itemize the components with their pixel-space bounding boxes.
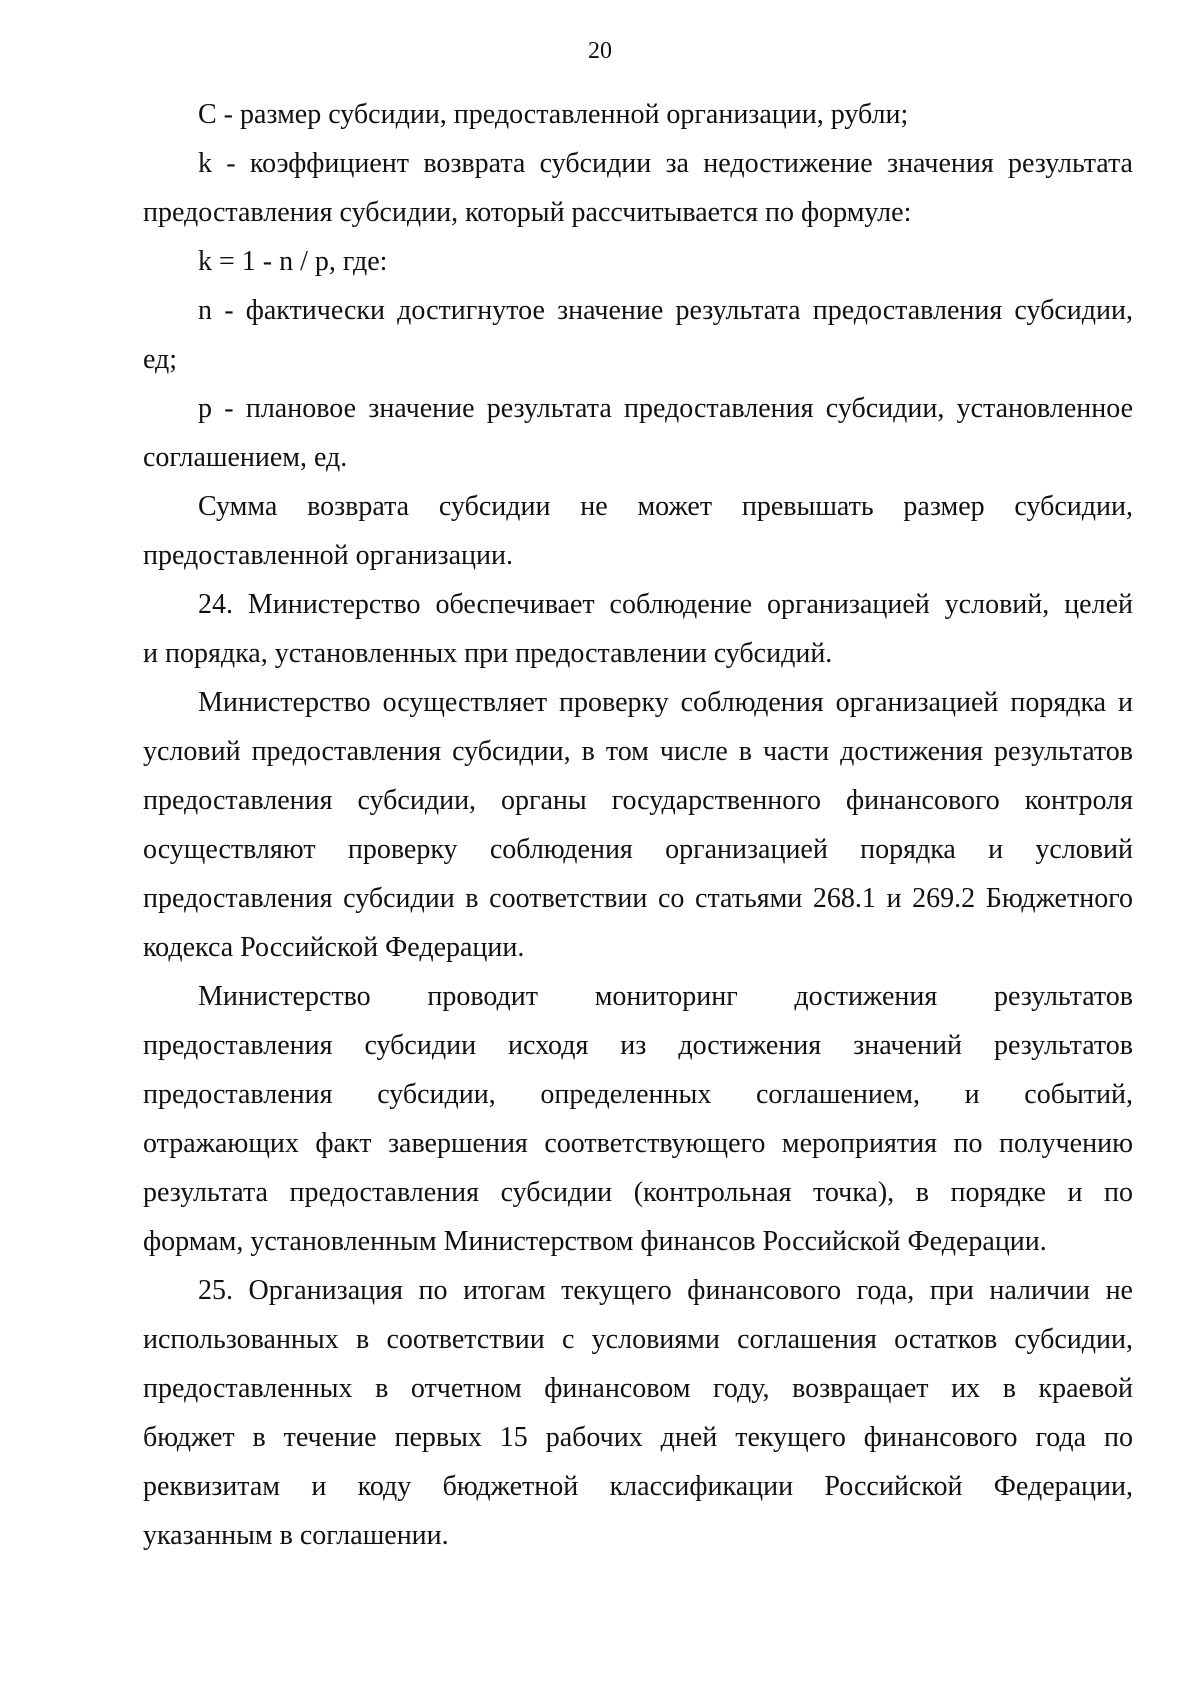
text-line: и порядка, установленных при предоставлении субсидий.	[143, 638, 833, 669]
paragraph-return-sum	[143, 482, 1133, 580]
text-line: формам, установленным Министерством финансов Российской Федерации.	[143, 1226, 1047, 1257]
text-line: соглашением, ед.	[143, 442, 348, 473]
text-line: предоставления субсидии, определенных соглашением, и событий,	[143, 1079, 1133, 1110]
paragraph-c-definition	[143, 90, 1133, 139]
text-line: C - размер субсидии, предоставленной организации, рубли;	[198, 99, 909, 130]
paragraph-25	[143, 1266, 1133, 1560]
text-line: предоставления субсидии в соответствии со статьями 268.1 и 269.2 Бюджетного	[143, 883, 1133, 914]
text-line: Министерство проводит мониторинг достижения результатов	[198, 981, 1133, 1012]
text-line: k - коэффициент возврата субсидии за недостижение значения результата	[198, 148, 1133, 179]
text-line: предоставленных в отчетном финансовом году, возвращает их в краевой	[143, 1373, 1133, 1404]
text-line: 24. Министерство обеспечивает соблюдение организацией условий, целей	[198, 589, 1133, 620]
text-line: предоставления субсидии, органы государственного финансового контроля	[143, 785, 1133, 816]
text-line: предоставления субсидии, который рассчитывается по формуле:	[143, 197, 912, 228]
text-line: результата предоставления субсидии (контрольная точка), в порядке и по	[143, 1177, 1133, 1208]
paragraph-k-definition	[143, 139, 1133, 237]
text-line: предоставленной организации.	[143, 540, 513, 571]
paragraph-ministry-check	[143, 678, 1133, 972]
text-line: Министерство осуществляет проверку соблюдения организацией порядка и	[198, 687, 1133, 718]
text-line: кодекса Российской Федерации.	[143, 932, 525, 963]
text-line: ед;	[143, 344, 178, 375]
text-line: предоставления субсидии исходя из достижения значений результатов	[143, 1030, 1133, 1061]
text-line: отражающих факт завершения соответствующего мероприятия по получению	[143, 1128, 1133, 1159]
paragraph-formula	[143, 237, 1133, 286]
paragraph-monitoring	[143, 972, 1133, 1266]
paragraph-n-definition	[143, 286, 1133, 384]
text-line: Сумма возврата субсидии не может превышать размер субсидии,	[198, 491, 1133, 522]
text-line: условий предоставления субсидии, в том числе в части достижения результатов	[143, 736, 1133, 767]
formula: k = 1 - n / p, где:	[198, 246, 388, 277]
paragraph-p-definition	[143, 384, 1133, 482]
text-line: бюджет в течение первых 15 рабочих дней текущего финансового года по	[143, 1422, 1133, 1453]
text-line: осуществляют проверку соблюдения организацией порядка и условий	[143, 834, 1133, 865]
text-line: n - фактически достигнутое значение результата предоставления субсидии,	[198, 295, 1133, 326]
text-line: реквизитам и коду бюджетной классификации Российской Федерации,	[143, 1471, 1133, 1502]
text-line: указанным в соглашении.	[143, 1520, 449, 1551]
page-number: 20	[588, 38, 612, 64]
document-body	[143, 90, 1133, 1560]
text-line: p - плановое значение результата предоставления субсидии, установленное	[198, 393, 1133, 424]
text-line: 25. Организация по итогам текущего финансового года, при наличии не	[198, 1275, 1133, 1306]
text-line: использованных в соответствии с условиями соглашения остатков субсидии,	[143, 1324, 1133, 1355]
paragraph-24	[143, 580, 1133, 678]
